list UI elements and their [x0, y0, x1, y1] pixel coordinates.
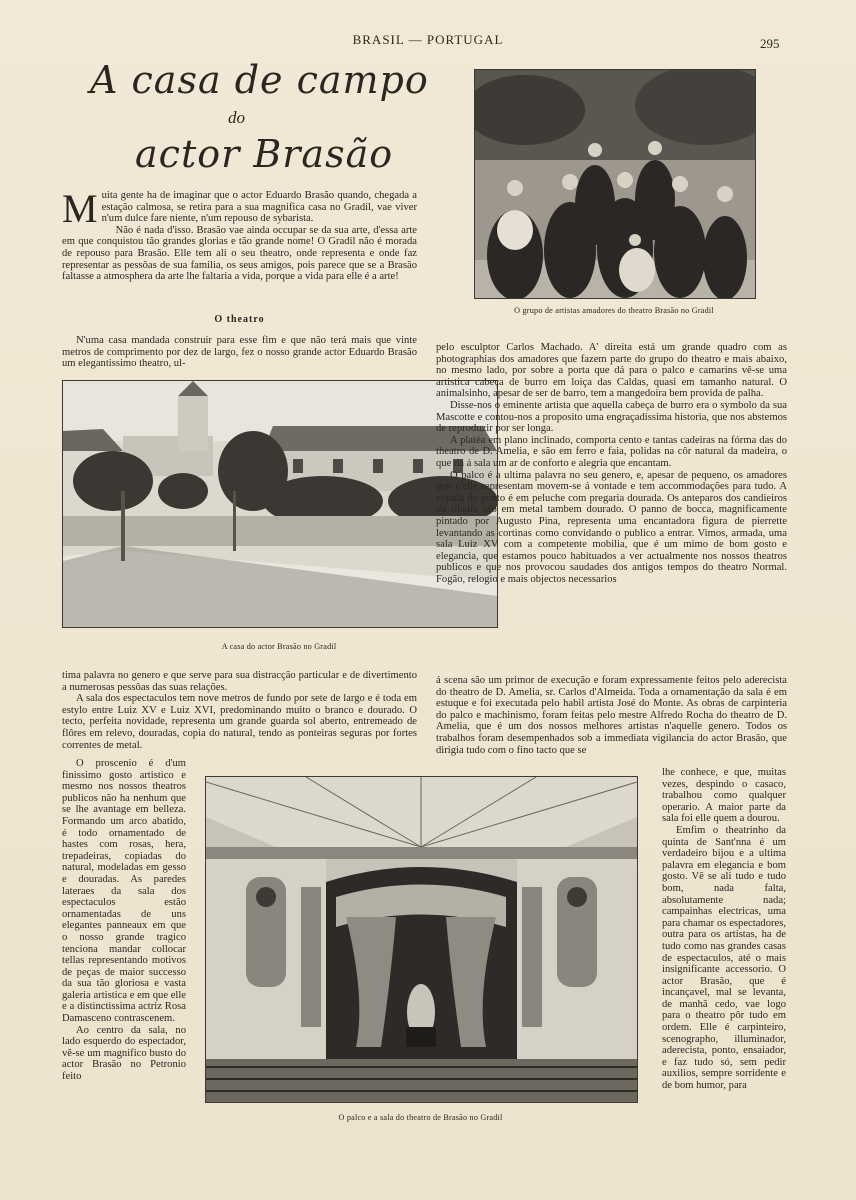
house-photo-caption: A casa do actor Brasão no Gradil	[221, 642, 337, 651]
running-header: BRASIL — PORTUGAL	[352, 32, 504, 47]
article-title-line1: A casa de campo	[90, 58, 429, 102]
intro-paragraph-2: Não é nada d'isso. Brasão vae ainda occupar se da sua arte, d'essa arte em que conquistou tão grandes glorias e tão grande nome! O Gradil não é morada de repouso para Brasão. Elle tem ali o seu theatro, onde representa e onde faz representar as pessôas de sua familia, os seus amigos, pois parece que se a Brasão faltasse a atmosphera da arte lhe faltaria a vida, porque a vida para elle é a arte!	[62, 224, 417, 283]
paragraph: Ao centro da sala, no lado esquerdo do espectador, vê-se um magnifico busto do actor Brasão no Petronio feito	[62, 1024, 186, 1083]
paragraph: lhe conhece, e que, muitas vezes, despindo o casaco, trabalhou como qualquer operario. A maior parte da sala foi elle quem a dourou.	[662, 767, 786, 825]
section-subhead: O theatro	[214, 314, 265, 325]
theatre-photo-caption: O palco e a sala do theatro de Brasão no Gradil	[338, 1113, 503, 1122]
intro-paragraph-1: uita gente ha de imaginar que o actor Eduardo Brasão quando, chegada a estação calmosa, se retira para a sua magnifica casa no Gradil, vae viver n'um dulce fare niente, n'um repouso de sybarista.	[101, 190, 417, 225]
right-column-text-middle	[436, 675, 787, 756]
article-title-line3: actor Brasão	[135, 132, 394, 176]
theatre-photo	[205, 776, 638, 1103]
paragraph: pelo esculptor Carlos Machado. A' direita está um grande quadro com as photographias dos amadores que fazem parte do grupo do theatro e mais abaixo, no mesmo lado, por sobre a porta que dá para o palco e camarins vê-se uma artistica cabeça de burro em loiça das Caldas, quasi em tamanho natural. O animalsinho, apesar de ser de barro, tem a mangedoira bem provida de palha.	[436, 342, 787, 400]
house-photo	[62, 380, 498, 628]
paragraph: A platéa em plano inclinado, comporta cento e tantas cadeiras na fórma das do theatro de D. Amelia, e são em ferro e faia, polidas na côr natural da madeira, o que dá á sala um ar de conforto e alegria que encantam.	[436, 434, 787, 469]
paragraph: á scena são um primor de execução e foram expressamente feitos pelo aderecista do theatro de D. Amelia, sr. Carlos d'Almeida. Toda a ornamentação da sala é em estuque e foi executada pelo habil artista José do Monte. As obras de carpinteria do palco e machinismo, foram feitas pelo mestre Alfredo Rocha do theatro de D. Amelia, que é um dos nossos melhores artistas n'aquelle genero. Todos os trabalhos foram desempenhados sob a immediata vigilancia do actor Brasão, que dirigia tudo com o fino tacto que se	[436, 675, 787, 756]
paragraph: tima palavra no genero e que serve para sua distracção particular e de divertimento a numerosas pessôas das suas relações.	[62, 670, 417, 693]
paragraph: O palco é a ultima palavra no seu genero, e, apesar de pequeno, os amadores que n'elle representam movem-se á vontade e tem accommodações para tudo. A cupula do ponto é em peluche com pregaria dourada. Os anteparos dos candieiros da ribalta são em metal tambem dourado. O panno de bocca, magnificamente pintado por Augusto Pina, representa uma encantadora figura de pierrette levantando as cortinas como convidando o publico a entrar. Vimos, armada, uma sala Luiz XV com a competente mobilia, que é um mimo de bom gosto e elegancia, que estamos pouco habituados a ver actualmente nos nossos theatros publicos e que nos provocou saudades dos antigos tempos do theatro Normal. Fogão, relogio e mais objectos necessarios	[436, 469, 787, 585]
right-column-text-top	[436, 342, 787, 585]
narrow-right-column	[662, 767, 786, 1092]
paragraph: Emfim o theatrinho da quinta de Sant'nna é um verdadeiro bijou e a ultima palavra em elegancia e bom gosto. Vê se ali tudo e tudo bom, nada falta, absolutamente nada; campainhas electricas, uma para chamar os espectadores, outra para os artistas, ha de tudo como nas grandes casas de espectaculos, até o mais insignificante accessorio. O actor Brasão, que é incançavel, mal se levanta, de manhã cedo, vae logo para o theatro pôr tudo em ordem. Elle é carpinteiro, scenographo, illuminador, aderecista, ponto, ensaiador, e faz tudo só, sem pedir auxilios, sempre sorridente e de bom humor, para	[662, 824, 786, 1092]
paragraph: A sala dos espectaculos tem nove metros de fundo por sete de largo e é toda em estylo entre Luiz XV e Luiz XVI, predominando muito o branco e dourado. O tecto, perfeita novidade, representa um grande guarda sol aberto, entremeado de flôres em relevo, douradas, copia do natural, tendo as ponteiras seguras por fortes correntes de metal.	[62, 693, 417, 751]
theatre-photo-image	[206, 777, 637, 1102]
paragraph: Disse-nos o eminente artista que aquella cabeça de burro era o symbolo da sua Mascotte e contou-nos a proposito uma engraçadissima historia, que nos abstemos de reproduzir por ser longa.	[436, 399, 787, 435]
paragraph: O proscenio é d'um finissimo gosto artistico e mesmo nos nossos theatros publicos não ha nenhum que se lhe avantage em belleza. Formando um arco abatido, é todo ornamentado de hastes com rosas, hera, trepadeiras, copiadas do natural, modeladas em gesso e douradas. As paredes lateraes da sala dos espectaculos estão ornamentadas de uns elegantes panneaux em que o nosso grande tragico tenciona mandar collocar tellas representando motivos de peças de maior successo da sua tão gloriosa e vasta galeria artistica e em que elle e a distinctissima actriz Rosa Damasceno contrascenem.	[62, 758, 186, 1025]
intro-text	[62, 186, 417, 283]
article-title-line2: do	[228, 108, 245, 127]
group-photo-caption: O grupo de artistas amadores do theatro Brasão no Gradil	[514, 306, 714, 315]
left-column-text-top	[62, 335, 417, 370]
group-photo-image	[475, 70, 755, 298]
left-column-text-middle	[62, 670, 417, 751]
house-photo-image	[63, 381, 497, 627]
page-number: 295	[760, 36, 780, 51]
group-photo	[474, 69, 756, 299]
paragraph: N'uma casa mandada construir para esse fim e que não terá mais que vinte metros de comprimento por dez de largo, fez o nosso grande actor Eduardo Brasão um elegantissimo theatro, ul-	[62, 335, 417, 370]
drop-cap: M	[62, 186, 98, 231]
narrow-left-column	[62, 758, 186, 1083]
